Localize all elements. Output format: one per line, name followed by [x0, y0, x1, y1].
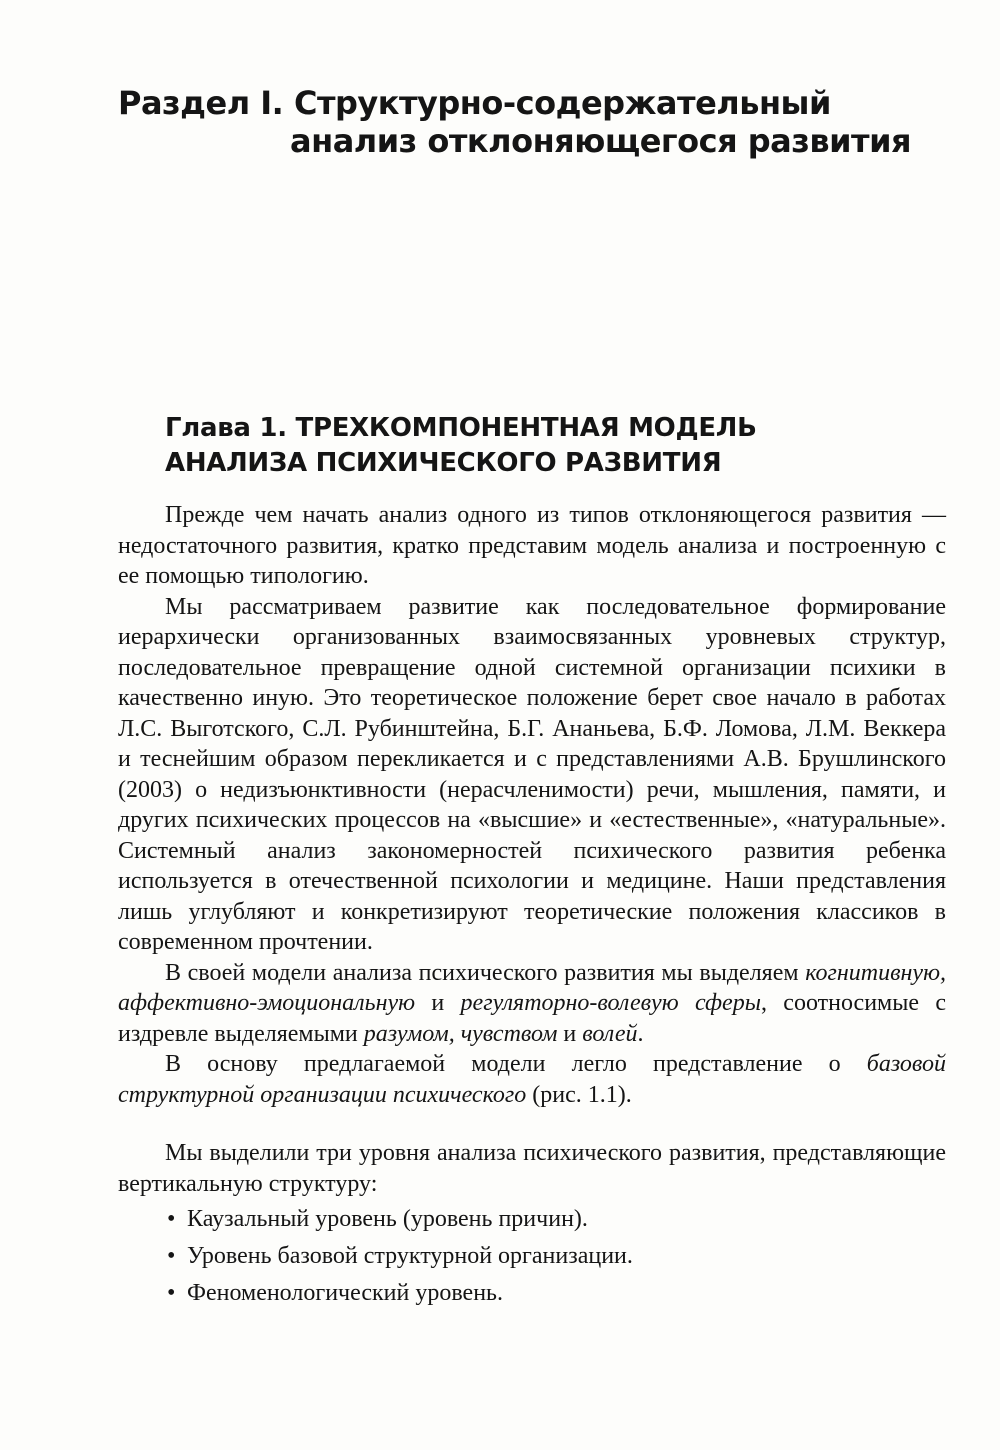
paragraph-basis [118, 1049, 946, 1110]
paragraph-basis-text-2: (рис. 1.1). [526, 1081, 632, 1108]
paragraph-spheres-text-4: и [557, 1020, 583, 1047]
paragraph-spheres-text-2: и [415, 990, 461, 1016]
section-title-line-2: анализ отклоняющегося развития [290, 122, 912, 160]
paragraph-spheres-italic-4: волей [582, 1020, 638, 1047]
paragraph-development: Мы рассматриваем развитие как последовательное формирование иерархически организованных взаимосвязанных уровневых структур, последовательное превращение одной системной организации психики в качественно иную. Это теоретическое положение берет свое начало в работах Л.С. Выготского, С.Л. Рубинштейна, Б.Г. Ананьева, Б.Ф. Ломова, Л.М. Веккера и теснейшим образом перекликается и с представлениями А.В. Брушлинского (2003) о недизъюнктивности (нерасчленимости) речи, мышления, памяти, и других психических процессов на «высшие» и «естественные», «натуральные». Системный анализ закономерностей психического развития ребенка используется в отечественной психологии и медицине. Наши представления лишь углубляют и конкретизируют теоретические положения классиков в современном прочтении. [118, 593, 946, 955]
list-item [165, 1201, 946, 1238]
paragraph-basis-italic-1: базовой структурной организации психического [118, 1051, 946, 1108]
body-text [118, 500, 946, 1312]
list-item-text: Каузальный уровень (уровень причин). [187, 1206, 588, 1232]
paragraph-spheres-italic-3: разумом, чувством [363, 1020, 558, 1047]
paragraph-spheres-italic-1: когнитивную, аффективно-эмоциональную [118, 959, 946, 1016]
chapter-title-line-2: АНАЛИЗА ПСИХИЧЕСКОГО РАЗВИТИЯ [165, 448, 722, 478]
paragraph-spheres [118, 958, 946, 1050]
list-item [165, 1238, 946, 1275]
section-title-line-1: Раздел I. Структурно-содержательный [118, 84, 831, 122]
levels-list [118, 1201, 946, 1312]
list-item-text: Феноменологический уровень. [187, 1280, 503, 1306]
paragraph-spheres-text-1: В своей модели анализа психического развития мы выделяем [165, 959, 806, 986]
bullet-icon: • [167, 1243, 176, 1269]
paragraph-basis-text-1: В основу предлагаемой модели легло представление о [165, 1051, 867, 1077]
bullet-icon: • [167, 1280, 176, 1306]
chapter-title [165, 411, 945, 481]
paragraph-spheres-text-3: , соотносимые с издревле выделяемыми [118, 990, 946, 1047]
list-item-text: Уровень базовой структурной организации. [187, 1243, 633, 1269]
section-title [118, 84, 938, 160]
paragraph-intro: Прежде чем начать анализ одного из типов отклоняющегося развития — недостаточного развития, кратко представим модель анализа и построенную с ее помощью типологию. [118, 502, 946, 589]
bullet-icon: • [167, 1206, 176, 1232]
paragraph-levels: Мы выделили три уровня анализа психического развития, представляющие вертикальную структуру: [118, 1140, 946, 1197]
paragraph-spheres-italic-2: регуляторно-волевую сферы [460, 990, 761, 1016]
paragraph-spheres-text-5: . [637, 1020, 644, 1047]
chapter-title-line-1: Глава 1. ТРЕХКОМПОНЕНТНАЯ МОДЕЛЬ [165, 413, 757, 443]
list-item [165, 1275, 946, 1312]
